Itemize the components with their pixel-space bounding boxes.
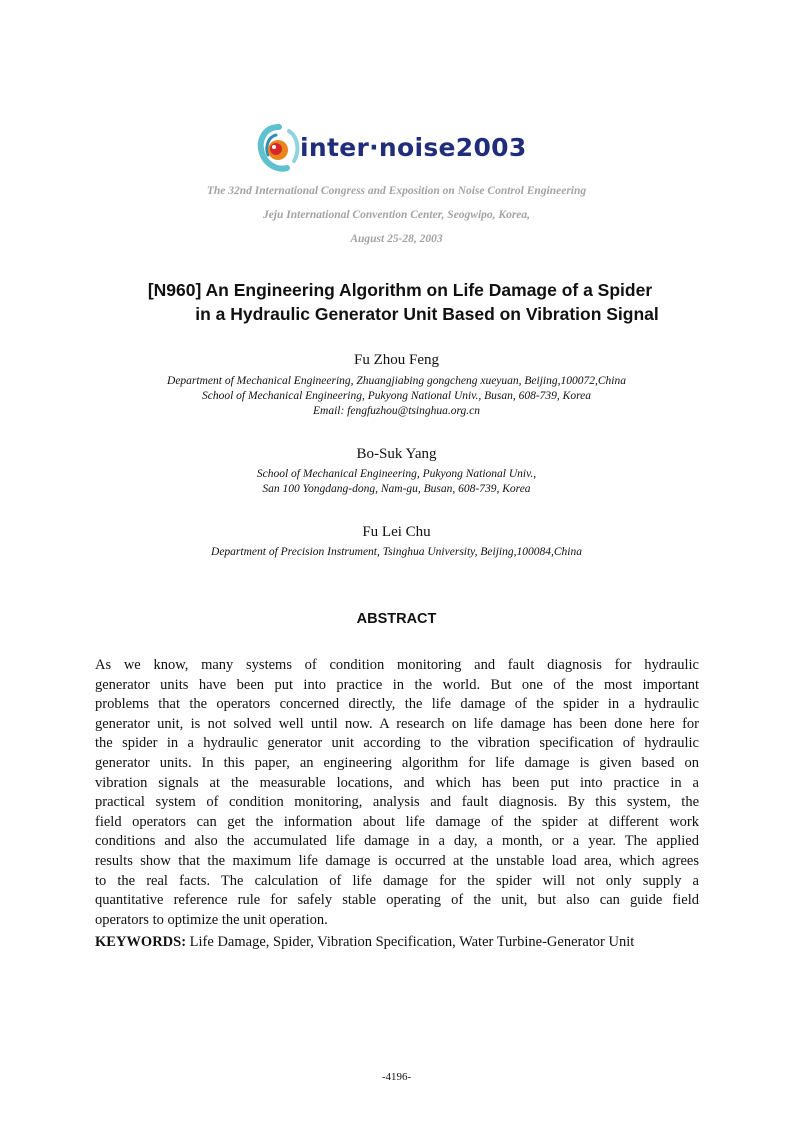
paper-title	[100, 278, 700, 326]
abstract-line: quantitative reference rule for safely stable operating of the unit, but also can guide field	[95, 892, 699, 909]
author-name: Fu Zhou Feng	[353, 352, 439, 368]
author-email: Email: fengfuzhou@tsinghua.org.cn	[313, 405, 480, 417]
page-number: -4196-	[381, 1071, 412, 1083]
abstract-line: generator unit, is not solved well until now. A research on life damage has been done here for	[95, 715, 699, 732]
conference-name: The 32nd International Congress and Exposition on Noise Control Engineering	[206, 185, 587, 197]
abstract-line: operators to optimize the unit operation.	[95, 911, 328, 928]
author-affiliation	[0, 545, 793, 560]
title-line-1: [N960] An Engineering Algorithm on Life Damage of a Spider	[147, 280, 653, 300]
abstract-line: field operators can get the information about life damage of the spider at different work	[95, 813, 699, 830]
abstract-line: generator units. In this paper, an engineering algorithm for life damage is given based on	[95, 754, 699, 771]
keywords-label: KEYWORDS:	[95, 934, 187, 950]
abstract-line: to the real facts. The calculation of life damage for the spider will not only supply a	[95, 872, 699, 889]
conference-dates: August 25-28, 2003	[350, 233, 443, 245]
affiliation-line: Department of Mechanical Engineering, Zhuangjiabing gongcheng xueyuan, Beijing,100072,China	[167, 375, 626, 387]
title-line-2: in a Hydraulic Generator Unit Based on Vibration Signal	[195, 304, 659, 324]
author-name: Fu Lei Chu	[362, 524, 431, 540]
inter-noise-swirl-icon	[256, 121, 302, 181]
conference-venue: Jeju International Convention Center, Seogwipo, Korea,	[262, 209, 531, 221]
abstract-heading: ABSTRACT	[356, 611, 437, 627]
author-name: Bo-Suk Yang	[356, 446, 437, 462]
abstract-line: problems that the operators concerned directly, the life damage of the spider in a hydraulic	[95, 696, 699, 713]
keywords	[95, 934, 634, 951]
abstract-line: As we know, many systems of condition monitoring and fault diagnosis for hydraulic	[95, 657, 699, 673]
abstract-line: practical system of condition monitoring, analysis and fault diagnosis. By this system, the	[95, 794, 699, 811]
abstract-line: results show that the maximum life damage is occurred at the unstable load area, which agrees	[95, 852, 699, 869]
abstract-line: the spider in a hydraulic generator unit according to the vibration specification of hydraulic	[95, 735, 699, 752]
abstract-body	[95, 656, 699, 930]
affiliation-line: Department of Precision Instrument, Tsinghua University, Beijing,100084,China	[211, 546, 582, 558]
abstract-line: generator units have been put into practice in the world. But one of the most important	[95, 676, 699, 693]
author-affiliation	[0, 467, 793, 497]
abstract-line: conditions and also the accumulated life damage in a day, a month, or a year. The applied	[95, 833, 699, 850]
conference-logo	[256, 121, 546, 181]
logo-wordmark: inter·noise2003	[300, 133, 527, 162]
abstract-line: vibration signals at the measurable locations, and which has been put into practice in a	[95, 774, 699, 791]
author-affiliation	[0, 374, 793, 419]
affiliation-line: School of Mechanical Engineering, Pukyong National Univ.,	[256, 468, 537, 480]
affiliation-line: San 100 Yongdang-dong, Nam-gu, Busan, 608-739, Korea	[262, 483, 531, 495]
affiliation-line: School of Mechanical Engineering, Pukyong National Univ., Busan, 608-739, Korea	[201, 390, 592, 402]
keywords-text: Life Damage, Spider, Vibration Specification, Water Turbine-Generator Unit	[189, 934, 635, 950]
